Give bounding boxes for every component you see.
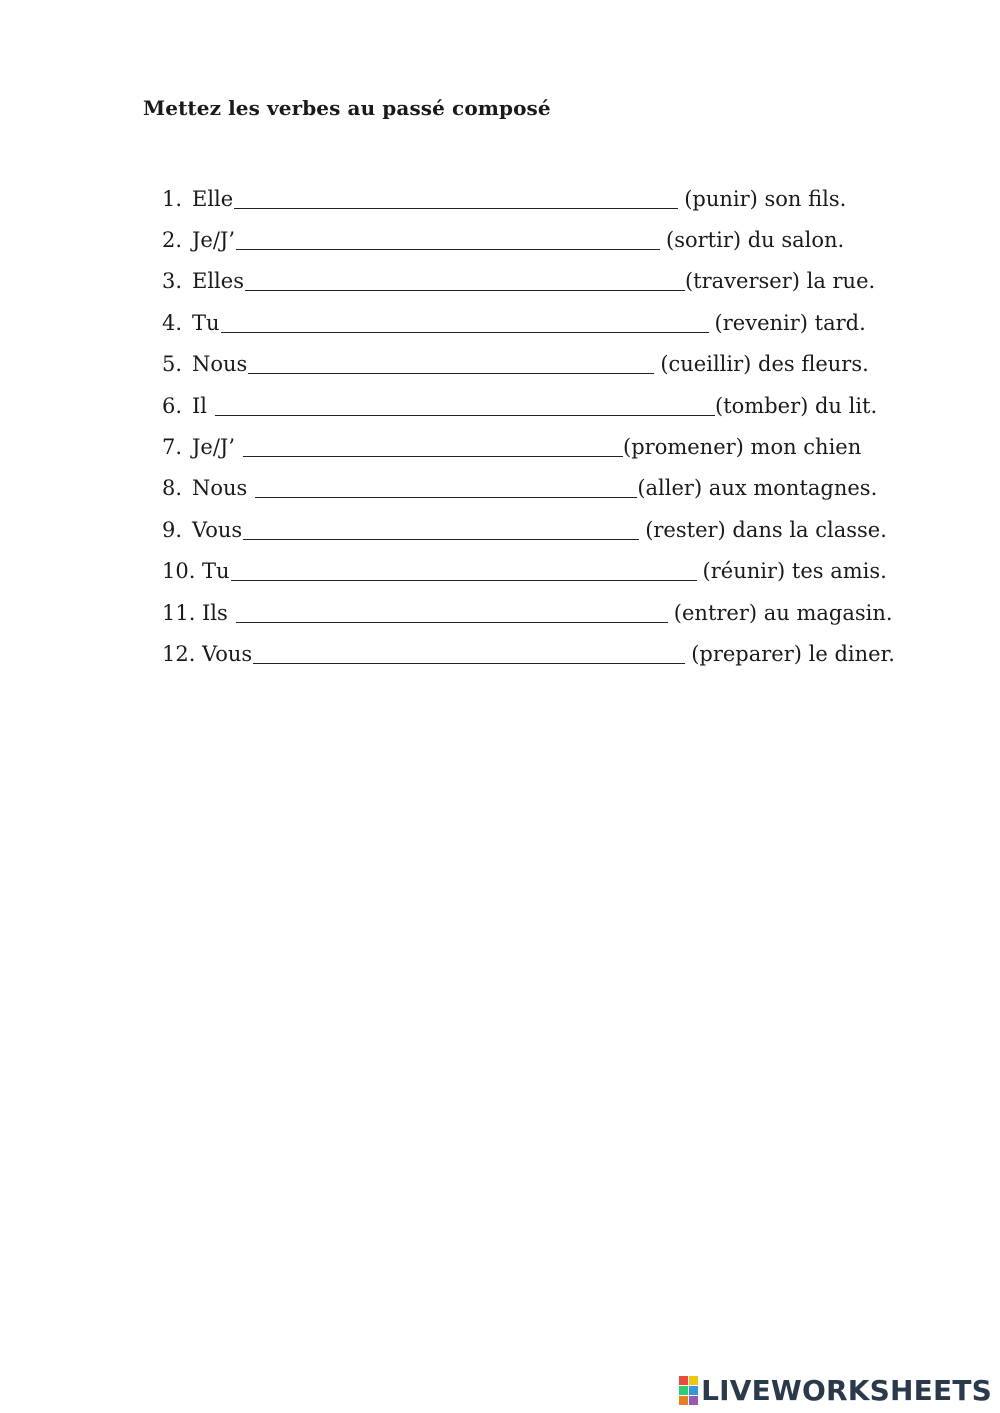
item-number: 11.: [162, 600, 196, 625]
item-subject: Elles: [192, 269, 244, 294]
logo-block: [689, 1396, 698, 1405]
logo-block: [679, 1386, 688, 1395]
item-prompt: (sortir) du salon.: [666, 228, 845, 253]
item-number: 9.: [162, 517, 183, 542]
answer-blank[interactable]: [236, 603, 668, 623]
logo-block: [679, 1376, 688, 1385]
item-subject: Vous: [202, 641, 253, 666]
answer-blank[interactable]: [234, 189, 678, 209]
item-number: 4.: [162, 310, 183, 335]
logo-block: [689, 1386, 698, 1395]
item-prompt: (tomber) du lit.: [715, 393, 878, 418]
answer-blank[interactable]: [245, 271, 685, 291]
item-subject: Nous: [192, 352, 248, 377]
item-subject: Ils: [202, 600, 228, 625]
item-subject: Elle: [192, 186, 234, 211]
item-subject: Il: [192, 393, 208, 418]
exercise-item: [162, 509, 932, 550]
exercise-item: [162, 302, 932, 343]
item-number: 5.: [162, 352, 183, 377]
item-number: 8.: [162, 476, 183, 501]
answer-blank[interactable]: [243, 520, 639, 540]
item-prompt: (aller) aux montagnes.: [637, 476, 878, 501]
answer-blank[interactable]: [236, 230, 660, 250]
item-subject: Vous: [192, 517, 243, 542]
item-prompt: (revenir) tard.: [714, 310, 866, 335]
item-subject: Je/J’: [192, 435, 236, 460]
item-prompt: (preparer) le diner.: [691, 641, 895, 666]
exercise-item: [162, 219, 932, 260]
logo-block: [679, 1396, 688, 1405]
item-prompt: (cueillir) des fleurs.: [660, 352, 869, 377]
item-subject: Nous: [192, 476, 248, 501]
item-subject: Je/J’: [192, 228, 236, 253]
item-number: 1.: [162, 186, 183, 211]
item-prompt: (punir) son fils.: [684, 186, 847, 211]
item-prompt: (promener) mon chien: [623, 435, 862, 460]
item-prompt: (entrer) au magasin.: [673, 600, 893, 625]
item-subject: Tu: [202, 559, 230, 584]
liveworksheets-logo: [679, 1374, 992, 1407]
item-subject: Tu: [192, 310, 220, 335]
exercise-item: [162, 385, 932, 426]
worksheet-title: Mettez les verbes au passé composé: [143, 96, 551, 120]
answer-blank[interactable]: [248, 354, 654, 374]
item-number: 2.: [162, 228, 183, 253]
exercise-item: [162, 261, 932, 302]
item-number: 3.: [162, 269, 183, 294]
exercise-item: [162, 178, 932, 219]
item-number: 10.: [162, 559, 196, 584]
answer-blank[interactable]: [255, 478, 637, 498]
answer-blank[interactable]: [253, 644, 685, 664]
exercise-item: [162, 551, 932, 592]
answer-blank[interactable]: [231, 561, 697, 581]
answer-blank[interactable]: [215, 396, 715, 416]
logo-blocks-icon: [679, 1376, 698, 1405]
exercise-item: [162, 468, 932, 509]
exercise-item: [162, 426, 932, 467]
exercise-item: [162, 633, 932, 674]
logo-block: [689, 1376, 698, 1385]
item-prompt: (rester) dans la classe.: [645, 517, 887, 542]
item-number: 7.: [162, 435, 183, 460]
exercise-item: [162, 592, 932, 633]
item-number: 6.: [162, 393, 183, 418]
exercise-item: [162, 344, 932, 385]
answer-blank[interactable]: [221, 313, 709, 333]
answer-blank[interactable]: [243, 437, 623, 457]
item-number: 12.: [162, 641, 196, 666]
item-prompt: (réunir) tes amis.: [702, 559, 887, 584]
logo-text: LIVEWORKSHEETS: [701, 1374, 992, 1407]
exercise-list: [162, 178, 932, 675]
item-prompt: (traverser) la rue.: [684, 269, 876, 294]
